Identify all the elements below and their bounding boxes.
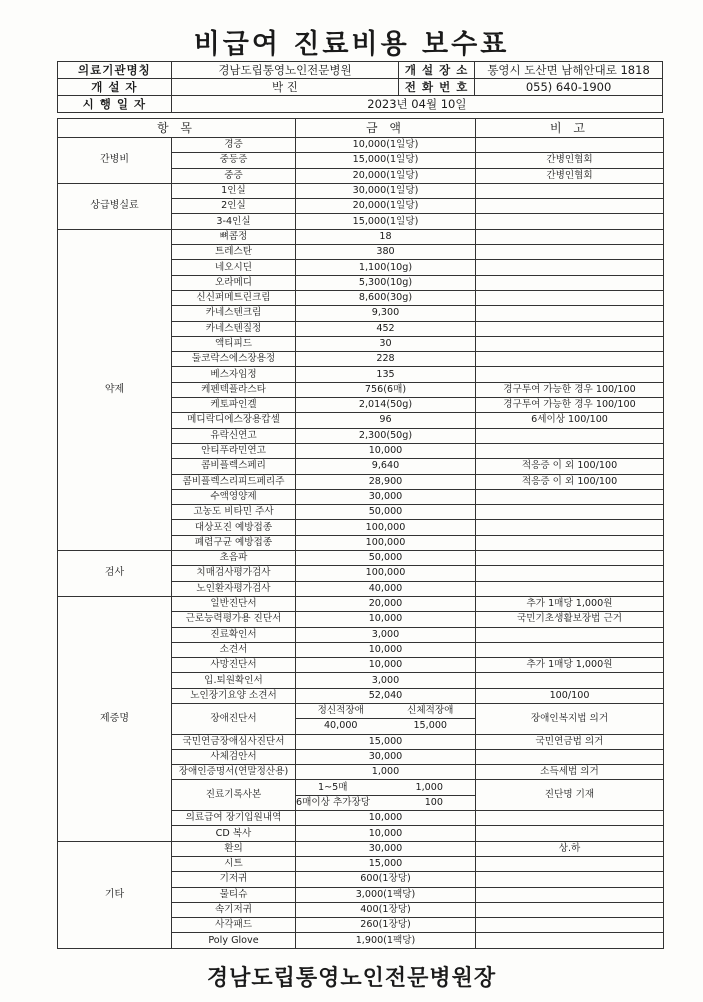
item-note: 추가 1매당 1,000원 [476, 596, 664, 611]
item-note [476, 367, 664, 382]
phone-label: 전 화 번 호 [399, 79, 475, 96]
item-name: 고농도 비타민 주사 [172, 505, 296, 520]
item-name: 기저귀 [172, 872, 296, 887]
item-name: 트레스탄 [172, 245, 296, 260]
item-amount: 40,000 [296, 581, 476, 596]
item-amount: 9,300 [296, 306, 476, 321]
item-note [476, 290, 664, 305]
item-name: 속기저귀 [172, 902, 296, 917]
item-note [476, 245, 664, 260]
sub-label: 정신적장애 [317, 705, 364, 717]
item-amount: 15,000(1일당) [296, 153, 476, 168]
item-note [476, 199, 664, 214]
item-name: 사각패드 [172, 918, 296, 933]
item-amount: 10,000 [296, 811, 476, 826]
item-name: 둘코락스에스장용정 [172, 352, 296, 367]
item-amount: 100,000 [296, 535, 476, 550]
item-note: 소득세법 의거 [476, 765, 664, 780]
item-note: 경구투여 가능한 경우 100/100 [476, 382, 664, 397]
item-note [476, 138, 664, 153]
item-note [476, 627, 664, 642]
item-amount: 18 [296, 229, 476, 244]
item-name: 오라메디 [172, 275, 296, 290]
sub-label: 1~5매 [317, 781, 348, 793]
item-amount: 30,000 [296, 489, 476, 504]
item-amount: 3,000 [296, 673, 476, 688]
item-name: 초음파 [172, 551, 296, 566]
item-note: 국민기초생활보장법 근거 [476, 612, 664, 627]
item-name: 케토파인겔 [172, 398, 296, 413]
item-name: 경증 [172, 138, 296, 153]
item-note: 진단명 기재 [476, 780, 664, 811]
item-amount: 1,100(10g) [296, 260, 476, 275]
header-amount: 금 액 [296, 119, 476, 138]
item-note [476, 260, 664, 275]
item-amount: 20,000(1일당) [296, 199, 476, 214]
item-note [476, 520, 664, 535]
item-note [476, 581, 664, 596]
fee-table [57, 118, 664, 949]
item-name: 치매검사평가검사 [172, 566, 296, 581]
item-amount: 15,000(1일당) [296, 214, 476, 229]
item-amount: 10,000 [296, 658, 476, 673]
item-name: 진료기록사본 [172, 780, 296, 811]
item-amount: 10,000 [296, 443, 476, 458]
item-name: 1인실 [172, 183, 296, 198]
sub-amount: 1,000 [415, 781, 443, 793]
item-amount: 9,640 [296, 459, 476, 474]
item-amount: 1,900(1팩당) [296, 933, 476, 948]
document-title: 비급여 진료비용 보수표 [193, 29, 510, 60]
item-amount: 135 [296, 367, 476, 382]
item-note [476, 535, 664, 550]
item-amount: 228 [296, 352, 476, 367]
item-name: 환의 [172, 841, 296, 856]
institution-info-table [57, 61, 663, 113]
item-name: 물티슈 [172, 887, 296, 902]
item-amount: 452 [296, 321, 476, 336]
item-amount: 600(1장당) [296, 872, 476, 887]
item-amount: 8,600(30g) [296, 290, 476, 305]
inst-label: 의료기관명칭 [58, 62, 172, 79]
item-name: 수액영양제 [172, 489, 296, 504]
item-name: 뼈콤정 [172, 229, 296, 244]
item-note [476, 505, 664, 520]
item-amount: 20,000 [296, 596, 476, 611]
item-amount: 10,000(1일당) [296, 138, 476, 153]
section-etc: 기타 [58, 841, 172, 948]
place-value: 통영시 도산면 남해안대로 1818 [475, 62, 663, 79]
item-amount-split [296, 719, 476, 734]
item-amount: 100,000 [296, 566, 476, 581]
item-amount: 52,040 [296, 688, 476, 703]
item-note [476, 183, 664, 198]
item-note [476, 642, 664, 657]
item-note: 상.하 [476, 841, 664, 856]
item-note [476, 336, 664, 351]
item-amount: 3,000(1팩당) [296, 887, 476, 902]
table-row [58, 841, 664, 856]
item-amount: 10,000 [296, 826, 476, 841]
item-name: CD 복사 [172, 826, 296, 841]
item-note [476, 352, 664, 367]
item-note: 경구투여 가능한 경우 100/100 [476, 398, 664, 413]
item-name: 중등증 [172, 153, 296, 168]
phone-value: 055) 640-1900 [475, 79, 663, 96]
item-amount: 10,000 [296, 642, 476, 657]
sub-amount: 100 [424, 796, 443, 808]
item-name: 국민연금장애심사진단서 [172, 734, 296, 749]
item-amount: 380 [296, 245, 476, 260]
section-cert: 제증명 [58, 596, 172, 841]
item-amount: 30,000(1일당) [296, 183, 476, 198]
header-item: 항 목 [58, 119, 296, 138]
header-note: 비 고 [476, 119, 664, 138]
item-name: 사망진단서 [172, 658, 296, 673]
item-name: 안티푸라민연고 [172, 443, 296, 458]
item-amount: 1,000 [296, 765, 476, 780]
item-note [476, 275, 664, 290]
item-amount: 2,300(50g) [296, 428, 476, 443]
item-note [476, 489, 664, 504]
item-amount: 100,000 [296, 520, 476, 535]
fee-table-header [58, 119, 664, 138]
item-note [476, 306, 664, 321]
item-note [476, 918, 664, 933]
founder-label: 개 설 자 [58, 79, 172, 96]
item-amount: 10,000 [296, 612, 476, 627]
item-amount: 2,014(50g) [296, 398, 476, 413]
item-name: 노인환자평가검사 [172, 581, 296, 596]
section-drug: 약제 [58, 229, 172, 550]
section-ward: 상급병실료 [58, 183, 172, 229]
item-name: 진료확인서 [172, 627, 296, 642]
item-note: 간병인협회 [476, 168, 664, 183]
item-note [476, 229, 664, 244]
item-note [476, 321, 664, 336]
item-note: 국민연금법 의거 [476, 734, 664, 749]
item-note: 장애인복지법 의거 [476, 703, 664, 734]
item-name: 입.퇴원확인서 [172, 673, 296, 688]
item-note [476, 673, 664, 688]
item-name: 장애인증명서(연말정산용) [172, 765, 296, 780]
item-note [476, 826, 664, 841]
item-name: 폐렴구균 예방접종 [172, 535, 296, 550]
item-amount: 30,000 [296, 841, 476, 856]
item-note: 6세이상 100/100 [476, 413, 664, 428]
item-name: 유락신연고 [172, 428, 296, 443]
item-amount: 5,300(10g) [296, 275, 476, 290]
item-note [476, 566, 664, 581]
item-note [476, 443, 664, 458]
item-name: 카네스텐질정 [172, 321, 296, 336]
item-note [476, 749, 664, 764]
item-note: 적응증 이 외 100/100 [476, 474, 664, 489]
item-name: Poly Glove [172, 933, 296, 948]
table-row [58, 183, 664, 198]
item-note: 적응증 이 외 100/100 [476, 459, 664, 474]
item-name: 장애진단서 [172, 703, 296, 734]
issuer-signature: 경남도립통영노인전문병원장 [206, 966, 497, 991]
item-name: 일반진단서 [172, 596, 296, 611]
item-note: 100/100 [476, 688, 664, 703]
date-value: 2023년 04월 10일 [171, 96, 662, 113]
item-note [476, 214, 664, 229]
item-amount: 15,000 [296, 856, 476, 871]
item-amount-split [296, 795, 476, 810]
sub-amount: 15,000 [413, 720, 448, 732]
item-note [476, 551, 664, 566]
item-name: 근로능력평가용 진단서 [172, 612, 296, 627]
item-name: 중증 [172, 168, 296, 183]
item-note [476, 428, 664, 443]
item-name: 의료급여 장기입원내역 [172, 811, 296, 826]
inst-value: 경남도립통영노인전문병원 [171, 62, 398, 79]
section-exam: 검사 [58, 551, 172, 597]
item-name: 콤비플렉스리피드페리주 [172, 474, 296, 489]
item-note [476, 887, 664, 902]
table-row [58, 229, 664, 244]
item-amount: 30 [296, 336, 476, 351]
item-name: 네오시딘 [172, 260, 296, 275]
item-name: 2인실 [172, 199, 296, 214]
item-amount: 400(1장당) [296, 902, 476, 917]
item-name: 베스자임정 [172, 367, 296, 382]
item-note [476, 811, 664, 826]
founder-value: 박 진 [171, 79, 398, 96]
item-amount: 30,000 [296, 749, 476, 764]
sub-label: 신체적장애 [407, 705, 454, 717]
item-note [476, 856, 664, 871]
item-note [476, 872, 664, 887]
item-note: 추가 1매당 1,000원 [476, 658, 664, 673]
section-nursing: 간병비 [58, 138, 172, 184]
item-name: 콤비플렉스페리 [172, 459, 296, 474]
place-label: 개 설 장 소 [399, 62, 475, 79]
item-name: 메디락디에스장용캅셀 [172, 413, 296, 428]
sub-label: 6매이상 추가장당 [296, 796, 371, 808]
item-amount: 756(6매) [296, 382, 476, 397]
item-note [476, 902, 664, 917]
item-note [476, 933, 664, 948]
item-amount: 3,000 [296, 627, 476, 642]
item-name: 3-4인실 [172, 214, 296, 229]
table-row [58, 596, 664, 611]
date-label: 시 행 일 자 [58, 96, 172, 113]
sub-amount: 40,000 [323, 720, 358, 732]
item-amount: 15,000 [296, 734, 476, 749]
item-name: 소견서 [172, 642, 296, 657]
item-name: 대상포진 예방접종 [172, 520, 296, 535]
item-amount: 50,000 [296, 505, 476, 520]
item-name: 신신퍼메트린크림 [172, 290, 296, 305]
item-amount: 96 [296, 413, 476, 428]
item-note: 간병인협회 [476, 153, 664, 168]
item-amount-split [296, 703, 476, 718]
item-name: 노인장기요양 소견서 [172, 688, 296, 703]
item-name: 시트 [172, 856, 296, 871]
table-row [58, 138, 664, 153]
item-name: 사체검안서 [172, 749, 296, 764]
item-amount-split [296, 780, 476, 795]
table-row [58, 551, 664, 566]
item-amount: 28,900 [296, 474, 476, 489]
item-name: 액티피드 [172, 336, 296, 351]
item-amount: 20,000(1일당) [296, 168, 476, 183]
item-amount: 50,000 [296, 551, 476, 566]
item-name: 케펜텍플라스타 [172, 382, 296, 397]
item-name: 카네스텐크림 [172, 306, 296, 321]
item-amount: 260(1장당) [296, 918, 476, 933]
